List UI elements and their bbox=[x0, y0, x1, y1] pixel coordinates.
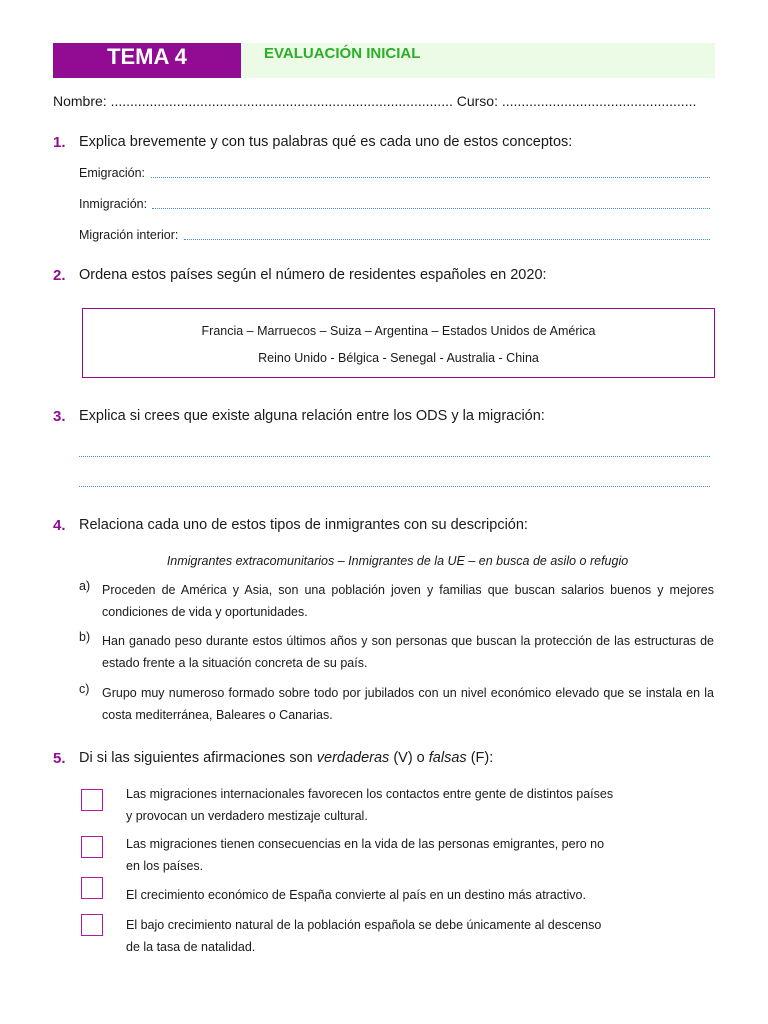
checkbox-statement-4[interactable] bbox=[81, 914, 103, 936]
answer-line-q3-2[interactable] bbox=[79, 486, 710, 487]
q5-verdaderas: verdaderas bbox=[316, 750, 390, 766]
question-5-text bbox=[79, 750, 493, 766]
item-a-text: Proceden de América y Asia, son una población joven y familias que buscan salarios buenos y mejores condiciones de vida y oportunidades. bbox=[102, 583, 714, 619]
label-migracion-interior: Migración interior: bbox=[79, 228, 179, 242]
question-1-number: 1. bbox=[53, 134, 66, 151]
answer-line-q3-1[interactable] bbox=[79, 456, 710, 457]
statement-4-line-2: de la tasa de natalidad. bbox=[126, 940, 256, 954]
statement-1 bbox=[126, 783, 613, 827]
question-4-text: Relaciona cada uno de estos tipos de inmigrantes con su descripción: bbox=[79, 517, 528, 533]
q5-falsas: falsas bbox=[428, 750, 467, 766]
question-3-text: Explica si crees que existe alguna relación entre los ODS y la migración: bbox=[79, 408, 545, 424]
question-5-number: 5. bbox=[53, 750, 66, 767]
item-a-letter: a) bbox=[79, 579, 91, 593]
countries-box bbox=[82, 308, 715, 378]
label-inmigracion: Inmigración: bbox=[79, 197, 148, 211]
statement-4 bbox=[126, 914, 601, 958]
statement-1-line-1: Las migraciones internacionales favorecen los contactos entre gente de distintos países bbox=[126, 787, 614, 801]
statement-2 bbox=[126, 833, 604, 877]
question-1-text: Explica brevemente y con tus palabras qué es cada uno de estos conceptos: bbox=[79, 134, 573, 150]
checkbox-statement-2[interactable] bbox=[81, 836, 103, 858]
answer-line-emigracion[interactable] bbox=[151, 177, 710, 178]
statement-3-line-1: El crecimiento económico de España convierte al país en un destino más atractivo. bbox=[126, 888, 586, 902]
q5-text-before: Di si las siguientes afirmaciones son bbox=[79, 750, 317, 766]
q5-v: (V) o bbox=[389, 750, 429, 766]
immigrant-types: Inmigrantes extracomunitarios – Inmigrantes de la UE – en busca de asilo o refugio bbox=[166, 554, 629, 568]
item-b-letter: b) bbox=[79, 630, 91, 644]
question-3-number: 3. bbox=[53, 408, 66, 425]
statement-2-line-1: Las migraciones tienen consecuencias en la vida de las personas emigrantes, pero no bbox=[126, 837, 605, 851]
countries-line-1: Francia – Marruecos – Suiza – Argentina – Estados Unidos de América bbox=[201, 324, 596, 338]
statement-4-line-1: El bajo crecimiento natural de la población española se debe únicamente al descenso bbox=[126, 918, 602, 932]
checkbox-statement-3[interactable] bbox=[81, 877, 103, 899]
q5-f: (F): bbox=[466, 750, 494, 766]
question-4-number: 4. bbox=[53, 517, 66, 534]
tema-label: TEMA 4 bbox=[107, 44, 187, 69]
item-b-text: Han ganado peso durante estos últimos años y son personas que buscan la protección de las estructuras de estado frente a la situación concreta de su país. bbox=[102, 634, 714, 670]
question-2-text: Ordena estos países según el número de residentes españoles en 2020: bbox=[79, 267, 547, 283]
answer-line-inmigracion[interactable] bbox=[152, 208, 710, 209]
countries-line-2: Reino Unido - Bélgica - Senegal - Australia - China bbox=[258, 351, 539, 365]
answer-line-migracion-interior[interactable] bbox=[184, 239, 710, 240]
item-c-letter: c) bbox=[79, 682, 90, 696]
item-c-text: Grupo muy numeroso formado sobre todo por jubilados con un nivel económico elevado que se instala en la costa mediterránea, Baleares o Canarias. bbox=[102, 686, 714, 722]
question-2-number: 2. bbox=[53, 267, 66, 284]
statement-1-line-2: y provocan un verdadero mestizaje cultural. bbox=[126, 809, 368, 823]
statement-2-line-2: en los países. bbox=[126, 859, 204, 873]
student-line: Nombre: ........................................................................................ Curso: .................................................. bbox=[53, 93, 697, 109]
label-emigracion: Emigración: bbox=[79, 166, 145, 180]
checkbox-statement-1[interactable] bbox=[81, 789, 103, 811]
page-title: EVALUACIÓN INICIAL bbox=[264, 45, 421, 62]
statement-3 bbox=[126, 884, 586, 906]
